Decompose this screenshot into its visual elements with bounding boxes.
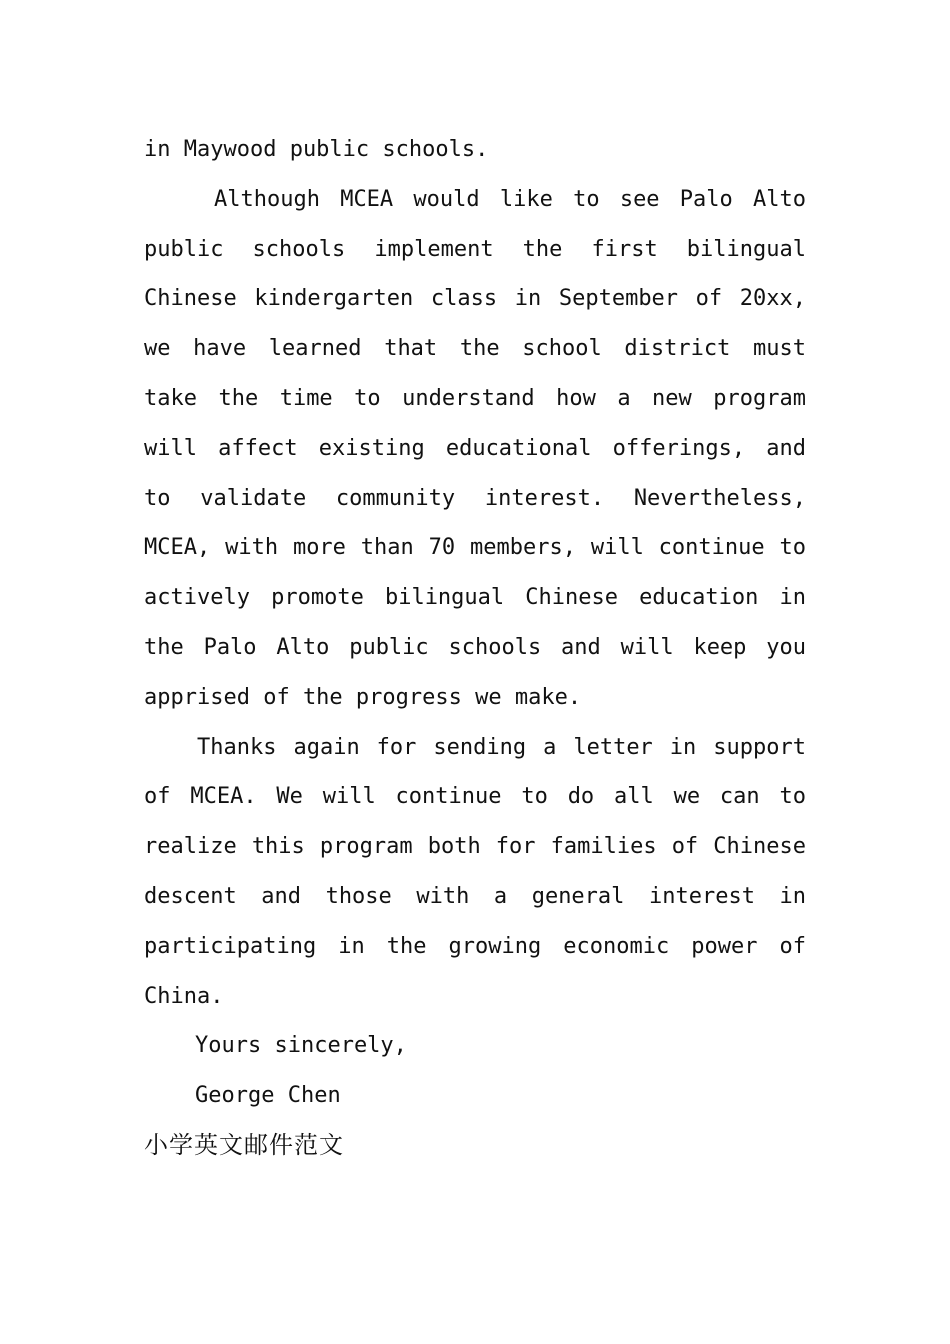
closing-salutation: Yours sincerely, xyxy=(195,1033,407,1059)
chinese-heading: 小学英文邮件范文 xyxy=(144,1130,344,1159)
paragraph-mcea-plans: Although MCEA would like to see Palo Alto public schools implement the first bilingual Chinese kindergarten class in September of 20xx, we have learned that the school district must take the time to understand how a new program will affect existing educational offerings, and to validate community interest. Nevertheless, MCEA, with more than 70 members, will continue to actively promote bilingual Chinese education in the Palo Alto public schools and will keep you apprised of the progress we make. xyxy=(144,186,806,710)
signature-name: George Chen xyxy=(195,1083,341,1109)
paragraph-continuation: in Maywood public schools. xyxy=(144,137,489,162)
paragraph-thanks: Thanks again for sending a letter in support of MCEA. We will continue to do all we can to realize this program both for families of Chinese descent and those with a general interest in participating in the growing economic power of China. xyxy=(144,734,806,1009)
letter-body xyxy=(144,125,806,1171)
